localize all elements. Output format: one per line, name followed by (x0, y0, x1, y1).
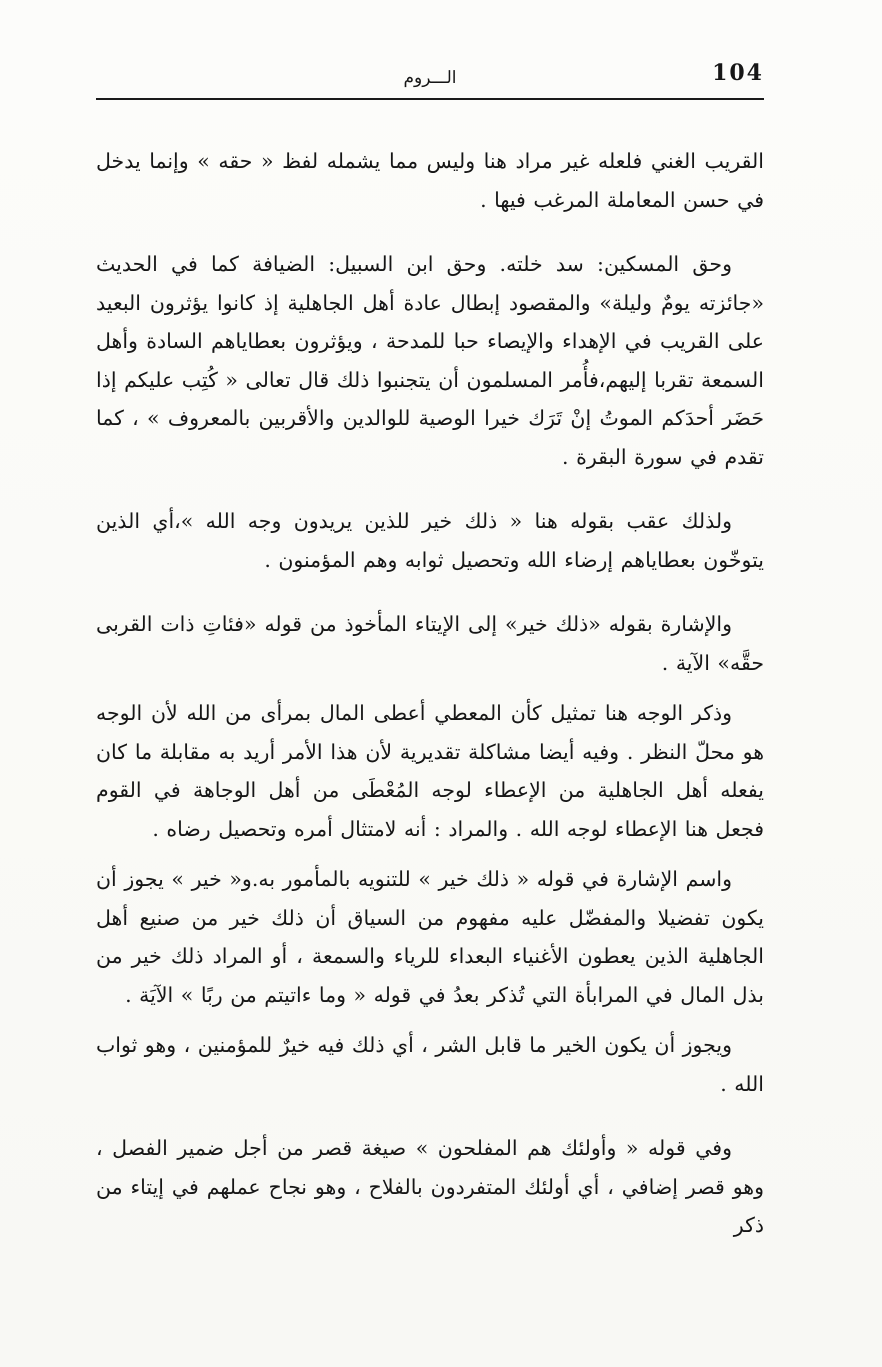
page-number: 104 (712, 60, 764, 86)
paragraph: ويجوز أن يكون الخير ما قابل الشر ، أي ذلك فيه خيرٌ للمؤمنين ، وهو ثواب الله . (95, 1033, 764, 1096)
paragraph: وحق المسكين: سد خلته. وحق ابن السبيل: الضيافة كما في الحديث «جائزته يومٌ وليلة» والمقصود إبطال عادة أهل الجاهلية إذ كانوا يؤثرون البعيد على القريب في الإهداء والإيصاء حبا للمدحة ، ويؤثرون بعطاياهم السادة وأهل السمعة تقربا إليهم،فأُمر المسلمون أن يتجنبوا ذلك قال تعالى « كُتِب عليكم إذا حَضَر أحدَكم الموتُ إنْ تَرَك خيرا الوصية للوالدين والأقربين بالمعروف » ، كما تقدم في سورة البقرة . (96, 252, 764, 469)
page-body (96, 142, 764, 1271)
paragraph: واسم الإشارة في قوله « ذلك خير » للتنويه بالمأمور به.و« خير » يجوز أن يكون تفضيلا والمفضّل عليه مفهوم من السياق أن ذلك خير من صنيع أهل الجاهلية الذين يعطون الأغنياء البعداء للرياء والسمعة ، أو المراد ذلك خير من بذل المال في المرابأة التي تُذكر بعدُ في قوله « وما ءاتيتم من ربًا » الآيَة . (96, 867, 764, 1007)
paragraph: ولذلك عقب بقوله هنا « ذلك خير للذين يريدون وجه الله »،أي الذين يتوخّون بعطاياهم إرضاء الله وتحصيل ثوابه وهم المؤمنون . (96, 509, 764, 572)
paragraph: القريب الغني فلعله غير مراد هنا وليس مما يشمله لفظ « حقه » وإنما يدخل في حسن المعاملة المرغب فيها . (96, 149, 764, 212)
paragraph: وفي قوله « وأولئك هم المفلحون » صيغة قصر من أجل ضمير الفصل ، وهو قصر إضافي ، أي أولئك المتفردون بالفلاح ، وهو نجاح عملهم في إيتاء من ذكر (96, 1136, 764, 1237)
page-header (96, 56, 764, 100)
paragraph: والإشارة بقوله «ذلك خير» إلى الإيتاء المأخوذ من قوله «فئاتِ ذات القربى حقَّه» الآية . (96, 612, 764, 675)
running-title: الـــروم (403, 68, 457, 88)
paragraph: وذكر الوجه هنا تمثيل كأن المعطي أعطى المال بمرأى من الله لأن الوجه هو محلّ النظر . وفيه أيضا مشاكلة تقديرية لأن هذا الأمر أريد به مقابلة ما كان يفعله أهل الجاهلية من الإعطاء لوجه المُعْطَى من أهل الوجاهة في القوم فجعل هنا الإعطاء لوجه الله . والمراد : أنه لامتثال أمره وتحصيل رضاه . (96, 701, 764, 841)
